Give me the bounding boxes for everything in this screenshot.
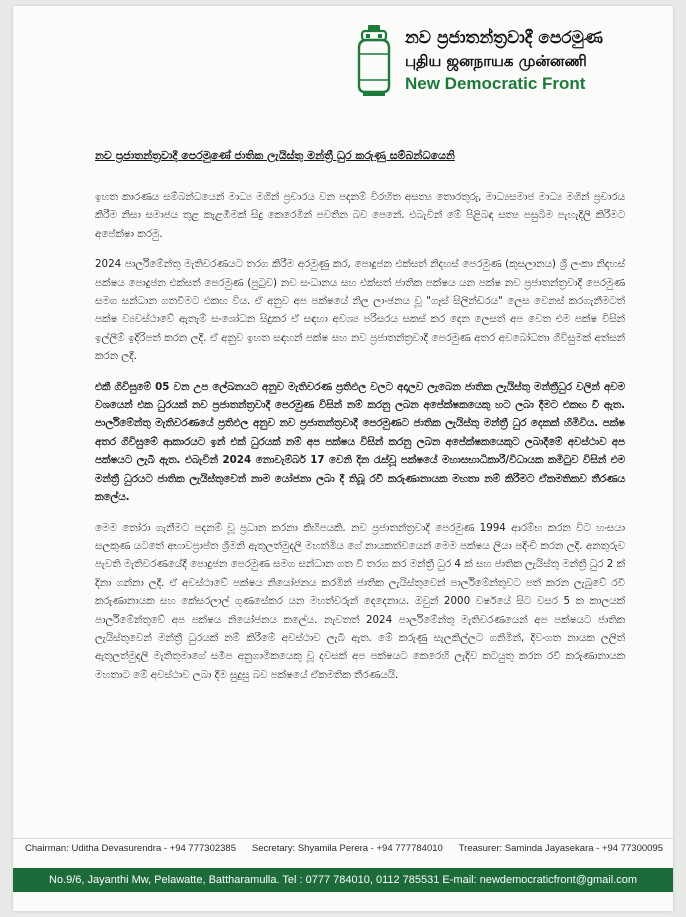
treasurer-contact: Treasurer: Saminda Jayasekara - +94 77300095 <box>458 843 663 854</box>
secretary-contact: Secretary: Shyamila Perera - +94 777784010 <box>251 843 443 854</box>
letter-footer <box>13 838 673 892</box>
paragraph-reasons: මෙම තෝරා ගැනීමට පදනම් වූ ප්‍රධාන කරනා කිහිපයකි. නව ප්‍රජාතන්ත්‍රවාදී පෙරමුණ 1994 ආරම්භ කරන විට හංසයා සලකුණ යටතේ අභාවප්‍රාප්ත ශ්‍රීමනි ඇතුලත්මුදලි මහත්මිය ගේ නායකත්වයෙන් මෙම පක්ෂය ලියා පදිංචි කරන ලදී. අනතුරුව පැවති මැතිවරණයේදී පොදුජන පෙරමුණ සමග සන්ධාන ගත වී තරග කර මන්ත්‍රී ධුර 4 ක් සහ ජාතික ලැයිස්තු මන්ත්‍රී ධුර 2 ක් දිනා ගන්නා ලදී. ඒ අවස්ථාවේ පක්ෂය නියෝජනය කරමින් ජාතික ලැයිස්තුවෙන් පාර්ලිමේන්තුවට පත් කරන ලැබුවේ රවී කරුණානායක සහ කේසරලාල් ගුණසේකර යන මහත්වරුන් දෙදෙනාය. ඔවුන් 2000 වර්ෂයේ සිට වසර 5 ක කාලයක් පාර්ලිමේන්තුවේ අප පක්ෂය නියෝජනය කලේය. නැවතත් 2024 පාර්ලිමේන්තු මැතිවරණයෙන් අප පක්ෂයට ජාතික ලැයිස්තුවෙන් මන්ත්‍රී ධුරයක් නම් කිරීමේ අවස්ථාව ලැබී ඇත. මේ කරුණු සැලකිල්ලට ගනිමින්, දිවංගත නායක ලලිත් ඇතුලත්මුදලි මැතිතුමාගේ සමීප අනුගාමිකයෙකු වූ දවසක් අප පක්ෂයට කෙරෙහි ලැදිව කටයුතු කරන රවී කරුණානායක මහතාට මේ අවස්ථාව ලබා දීම සුදුසු බව පක්ෂයේ ඒකමතික තීරණයයි. <box>95 521 625 681</box>
org-name-sinhala: නව ප්‍රජාතන්ත්‍රවාදී පෙරමුණ <box>405 28 603 48</box>
letter-subject: නව ප්‍රජාතන්ත්‍රවාදී පෙරමුණේ ජාතික ලැයිස්තු මන්ත්‍රී ධුර කරුණු සම්බන්ධයෙනි <box>95 149 455 162</box>
letter-page <box>13 6 673 911</box>
paragraph-national-list: එකී ගිවිසුමේ 05 වන උප ලේඛනයට අනුව මැතිවරණ ප්‍රතිඵල වලට අදාලව ලැබෙන ජාතික ලැයිස්තු මන්ත්‍රීධුර වලින් අවම වශයෙන් එක ධුරයක් නව ප්‍රජාතන්ත්‍රවාදී පෙරමුණ විසින් නම් කරනු ලබන අපේක්ෂකයෙකු හට ලබා දීමට එකඟ වී ඇත. පාර්ලිමේන්තු මැතිවරණයේ ප්‍රතිඵල අනුව නව ප්‍රජාතන්ත්‍රවාදී පෙරමුණට ජාතික ලැයිස්තු මන්ත්‍රී ධුර දෙකක් හිමිවිය. පක්ෂ අතර ගිවිසුමේ ආකාරයට ඉන් එක් ධුරයක් නම් අප පක්ෂය විසින් කරනු ලබන අපේක්ෂකයෙකුට ලබාදීමේ අවස්ථාව අප පක්ෂයට ලැබී ඇත. එබැවින් 2024 නොවැම්බර් 17 වෙනි දින රැස්වූ පක්ෂයේ මහාසභාධිකාරී/විධායක කමිටුව විසින් එම මන්ත්‍රී ධුරයට ජාතික ලැයිස්තුවෙන් නාම යෝජනා ලබා දී තිබූ රවී කරුණානායක මහතා නම් කිරීමට ඒකමතිකව තීරණය කලේය. <box>95 380 625 504</box>
letterhead <box>353 24 653 104</box>
chairman-contact: Chairman: Uditha Devasurendra - +94 777302385 <box>25 843 236 854</box>
gas-cylinder-icon <box>353 24 395 98</box>
address-bar: No.9/6, Jayanthi Mw, Pelawatte, Battharamulla. Tel : 0777 784010, 0112 785531 E-mail: newdemocraticfront@gmail.com <box>13 868 673 892</box>
org-name-tamil: புதிய ஜனநாயக முன்னணி <box>405 52 587 70</box>
letter-body <box>95 188 625 696</box>
paragraph-intro: ඉහත කාරණය සම්බන්ධයෙන් මාධ්‍ය මගින් ප්‍රචාරය වන පදනම් විරහිත අසත්‍ය තොරතුරු, මාධ්‍යසමාජ මාධ්‍ය මගින් ප්‍රචාරය කිරීම නිසා සමාජය තුළ කැළඹීමක් සිදු කෙරෙමින් පවතින බව පෙනේ. එබැවින් මේ පිළිබඳ සත්‍ය පසුබිම පැහැදිලි කිරීමට අපේක්ෂා කරමු. <box>95 191 625 240</box>
paragraph-alliance: 2024 පාර්ලිමේන්තු මැතිවරණයට තරග කිරීම අරමුණු කර, පොදුජන එක්සත් නිදහස් පෙරමුණ (කුසලානය) ශ්‍රී ලංකා නිදහස් පක්ෂය පොදුජන එක්සත් පෙරමුණ (පුටුව) නව සංධානය සහ එක්සත් ජාතික පක්ෂය යන පක්ෂ නව ප්‍රජාතන්ත්‍රවාදී පෙරමුණ සමග සන්ධාන ගතවීමට එකඟ විය. ඒ අනුව අප පක්ෂයේ නිල ලාංඡනය වූ "ගෑස් සිලින්ඩරය" ලෙස වෙනස් කරගැනීමටත් පක්ෂ ව්‍යවස්ථාවේ ඇතැම් සංශෝධන සිදුකර ඒ සඳහා අවශ්‍ය පරිසරය සකස් කර දෙන ලෙසත් අප වෙත එම පක්ෂ විසින් ඉල්ලීම් ඉදිරිපත් කරන ලදී. ඒ අනුව ඉහත සඳහන් පක්ෂ සහ නව ප්‍රජාතන්ත්‍රවාදී පෙරමුණ අතර අවබෝධතා ගිවිසුමක් අත්සන් කරන ලදී. <box>95 258 625 363</box>
org-name-english: New Democratic Front <box>405 74 586 93</box>
office-bearers <box>13 838 673 858</box>
